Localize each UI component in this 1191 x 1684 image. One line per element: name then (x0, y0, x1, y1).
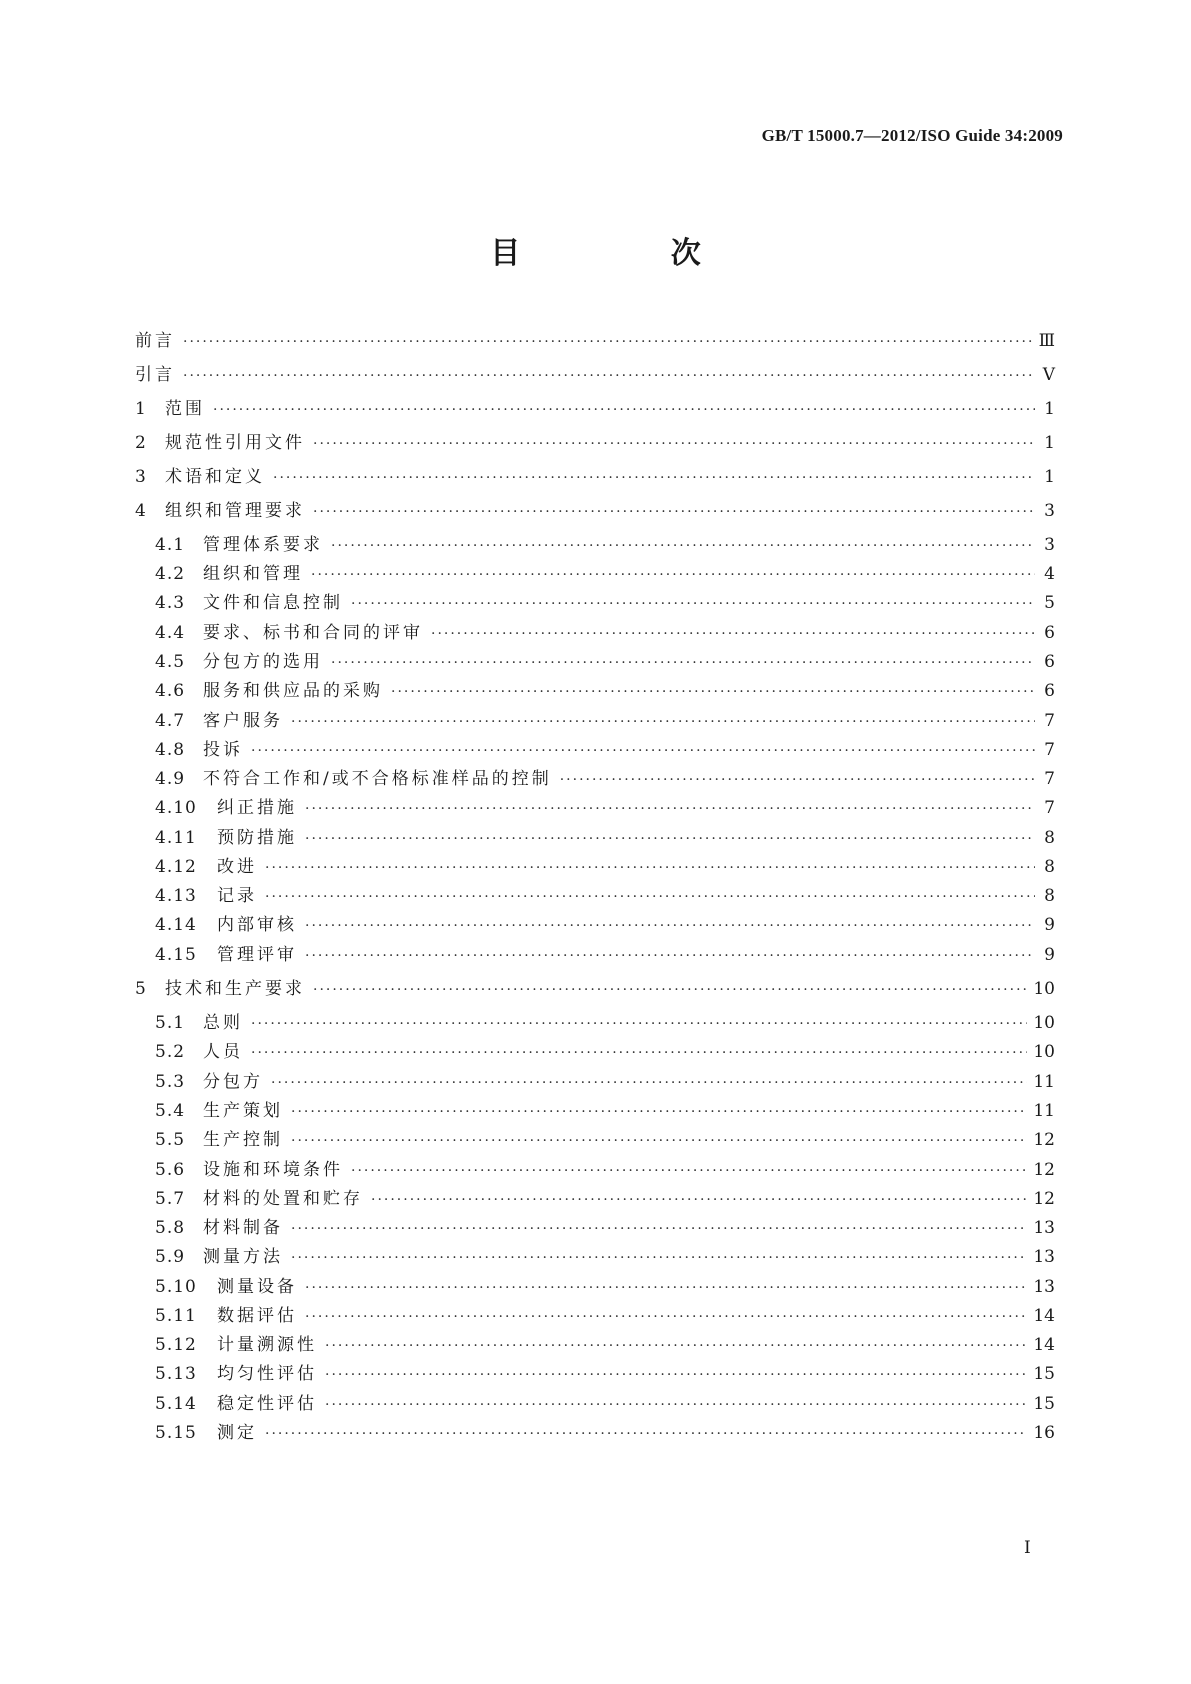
toc-entry-page: 12 (1033, 1160, 1055, 1180)
toc-leader-dots (311, 567, 1035, 583)
toc-entry-page: 11 (1033, 1072, 1055, 1092)
toc-leader-dots (265, 889, 1035, 905)
toc-entry-page: 1 (1044, 433, 1055, 453)
toc-entry-number: 5.12 (155, 1335, 197, 1355)
toc-entry-title: 测定 (217, 1423, 257, 1443)
toc-entry-number: 5.9 (155, 1247, 186, 1267)
toc-entry (155, 1330, 1055, 1356)
toc-entry-page: 1 (1044, 399, 1055, 419)
toc-entry-page: 7 (1044, 769, 1055, 789)
toc-entry-number: 4.4 (155, 623, 186, 643)
toc-entry-number: 5.3 (155, 1072, 186, 1092)
toc-entry (155, 1008, 1055, 1034)
toc-leader-dots (291, 1104, 1027, 1120)
toc-entry (155, 1301, 1055, 1327)
toc-leader-dots (183, 334, 1033, 350)
toc-leader-dots (265, 860, 1035, 876)
toc-entry-title: 技术和生产要求 (165, 979, 305, 999)
toc-entry-page: 3 (1044, 535, 1055, 555)
toc-entry (155, 1242, 1055, 1268)
toc-entry-number: 5.1 (155, 1013, 186, 1033)
toc-entry (155, 559, 1055, 585)
toc-entry (155, 1213, 1055, 1239)
toc-entry-title: 要求、标书和合同的评审 (203, 623, 423, 643)
toc-entry-page: 8 (1044, 886, 1055, 906)
toc-entry (155, 823, 1055, 849)
toc-leader-dots (305, 918, 1035, 934)
toc-entry (135, 394, 1055, 420)
toc-entry (155, 852, 1055, 878)
toc-entry-page: 4 (1044, 564, 1055, 584)
toc-entry-title: 改进 (217, 857, 257, 877)
toc-entry-title: 前言 (135, 331, 175, 351)
toc-entry (155, 735, 1055, 761)
toc-entry-title: 纠正措施 (217, 798, 297, 818)
toc-entry (135, 496, 1055, 522)
toc-entry-number: 4.13 (155, 886, 197, 906)
toc-entry-page: 15 (1033, 1364, 1055, 1384)
toc-entry-page: 8 (1044, 857, 1055, 877)
toc-leader-dots (273, 470, 1035, 486)
toc-entry-title: 预防措施 (217, 828, 297, 848)
toc-leader-dots (265, 1426, 1027, 1442)
toc-entry-title: 管理体系要求 (203, 535, 323, 555)
toc-entry-title: 生产控制 (203, 1130, 283, 1150)
toc-entry-title: 投诉 (203, 740, 243, 760)
toc-leader-dots (213, 402, 1035, 418)
toc-entry (135, 462, 1055, 488)
toc-entry (155, 588, 1055, 614)
toc-entry (155, 881, 1055, 907)
toc-leader-dots (331, 655, 1035, 671)
toc-entry-page: 13 (1033, 1277, 1055, 1297)
toc-entry-page: 6 (1044, 681, 1055, 701)
toc-entry-page: 13 (1033, 1247, 1055, 1267)
toc-entry-title: 术语和定义 (165, 467, 265, 487)
toc-entry-number: 4 (135, 501, 147, 521)
toc-entry-title: 生产策划 (203, 1101, 283, 1121)
toc-leader-dots (305, 801, 1035, 817)
toc-entry-page: 1 (1044, 467, 1055, 487)
toc-leader-dots (291, 714, 1035, 730)
toc-entry-number: 5 (135, 979, 147, 999)
toc-entry-page: 14 (1033, 1306, 1055, 1326)
toc-entry-page: 6 (1044, 623, 1055, 643)
toc-leader-dots (183, 368, 1035, 384)
toc-entry-number: 4.6 (155, 681, 186, 701)
toc-entry-title: 组织和管理 (203, 564, 303, 584)
toc-leader-dots (313, 982, 1027, 998)
toc-entry-number: 5.2 (155, 1042, 186, 1062)
toc-leader-dots (351, 596, 1035, 612)
toc-leader-dots (305, 1309, 1027, 1325)
toc-leader-dots (325, 1397, 1027, 1413)
toc-entry (155, 676, 1055, 702)
toc-leader-dots (331, 538, 1035, 554)
toc-entry-title: 稳定性评估 (217, 1394, 317, 1414)
footer-page-number: I (1024, 1538, 1031, 1558)
toc-entry-number: 4.3 (155, 593, 186, 613)
toc-entry-page: 3 (1044, 501, 1055, 521)
toc-entry-number: 5.11 (155, 1306, 197, 1326)
toc-entry (135, 428, 1055, 454)
toc-entry-title: 内部审核 (217, 915, 297, 935)
toc-entry-number: 2 (135, 433, 147, 453)
toc-entry-page: 11 (1033, 1101, 1055, 1121)
toc-leader-dots (313, 504, 1035, 520)
toc-entry (155, 1184, 1055, 1210)
toc-entry-number: 4.12 (155, 857, 197, 877)
toc-entry-page: 9 (1044, 915, 1055, 935)
toc-entry-title: 测量方法 (203, 1247, 283, 1267)
toc-entry-page: 10 (1033, 1013, 1055, 1033)
toc-entry-page: 10 (1033, 979, 1055, 999)
toc-entry-number: 4.9 (155, 769, 186, 789)
toc-entry-page: 15 (1033, 1394, 1055, 1414)
toc-entry-number: 4.10 (155, 798, 197, 818)
toc-entry (135, 974, 1055, 1000)
toc-entry (155, 530, 1055, 556)
toc-leader-dots (251, 1016, 1027, 1032)
toc-entry-title: 引言 (135, 365, 175, 385)
toc-entry-page: 5 (1044, 593, 1055, 613)
toc-entry-number: 5.10 (155, 1277, 197, 1297)
toc-entry-number: 4.15 (155, 945, 197, 965)
toc-entry-page: 12 (1033, 1130, 1055, 1150)
toc-entry-number: 5.4 (155, 1101, 186, 1121)
toc-entry (155, 1155, 1055, 1181)
toc-leader-dots (251, 743, 1035, 759)
toc-entry-title: 记录 (217, 886, 257, 906)
toc-entry-page: 6 (1044, 652, 1055, 672)
toc-leader-dots (371, 1192, 1027, 1208)
toc-entry (155, 793, 1055, 819)
toc-leader-dots (305, 948, 1035, 964)
toc-entry (155, 1096, 1055, 1122)
toc-entry-number: 5.14 (155, 1394, 197, 1414)
toc-leader-dots (431, 626, 1035, 642)
toc-entry (135, 326, 1055, 352)
toc-entry-title: 人员 (203, 1042, 243, 1062)
toc-entry-number: 4.7 (155, 711, 186, 731)
toc-entry-number: 5.7 (155, 1189, 186, 1209)
toc-entry-number: 4.8 (155, 740, 186, 760)
toc-entry-page: 14 (1033, 1335, 1055, 1355)
toc-leader-dots (291, 1221, 1027, 1237)
standard-code: GB/T 15000.7—2012/ISO Guide 34:2009 (761, 126, 1063, 145)
toc-leader-dots (305, 831, 1035, 847)
toc-entry-page: 13 (1033, 1218, 1055, 1238)
toc-entry (155, 1272, 1055, 1298)
toc-entry-page: Ⅲ (1038, 331, 1055, 351)
toc-entry-number: 4.5 (155, 652, 186, 672)
toc-entry-title: 材料的处置和贮存 (203, 1189, 363, 1209)
toc-entry-number: 5.5 (155, 1130, 186, 1150)
toc-entry (155, 1037, 1055, 1063)
toc-entry-number: 5.15 (155, 1423, 197, 1443)
toc-entry-title: 设施和环境条件 (203, 1160, 343, 1180)
toc-entry-title: 材料制备 (203, 1218, 283, 1238)
toc-leader-dots (251, 1045, 1027, 1061)
toc-entry-number: 3 (135, 467, 147, 487)
toc-entry-page: Ⅴ (1042, 365, 1055, 385)
toc-entry (135, 360, 1055, 386)
toc-entry-number: 4.1 (155, 535, 186, 555)
toc-entry-title: 不符合工作和/或不合格标准样品的控制 (203, 769, 552, 789)
toc-entry-title: 规范性引用文件 (165, 433, 305, 453)
toc-entry-title: 计量溯源性 (217, 1335, 317, 1355)
toc-leader-dots (560, 772, 1035, 788)
toc-entry (155, 764, 1055, 790)
toc-entry (155, 910, 1055, 936)
toc-entry-page: 12 (1033, 1189, 1055, 1209)
toc-entry-page: 10 (1033, 1042, 1055, 1062)
toc-entry (155, 1067, 1055, 1093)
toc-entry-title: 数据评估 (217, 1306, 297, 1326)
toc-entry-title: 客户服务 (203, 711, 283, 731)
toc-entry-number: 4.11 (155, 828, 197, 848)
toc-entry-page: 16 (1033, 1423, 1055, 1443)
toc-entry-title: 均匀性评估 (217, 1364, 317, 1384)
toc-entry-number: 5.8 (155, 1218, 186, 1238)
toc-entry-title: 服务和供应品的采购 (203, 681, 383, 701)
toc-entry (155, 1359, 1055, 1385)
toc-leader-dots (351, 1163, 1027, 1179)
toc-entry-title: 总则 (203, 1013, 243, 1033)
toc-entry-title: 测量设备 (217, 1277, 297, 1297)
toc-entry-page: 8 (1044, 828, 1055, 848)
toc-leader-dots (325, 1367, 1027, 1383)
toc-entry-number: 5.13 (155, 1364, 197, 1384)
toc-leader-dots (313, 436, 1035, 452)
toc-entry (155, 1418, 1055, 1444)
toc-leader-dots (291, 1133, 1027, 1149)
toc-entry (155, 940, 1055, 966)
toc-entry-number: 4.14 (155, 915, 197, 935)
toc-entry-title: 组织和管理要求 (165, 501, 305, 521)
toc-entry-number: 4.2 (155, 564, 186, 584)
toc-entry-page: 9 (1044, 945, 1055, 965)
toc-entry-title: 分包方的选用 (203, 652, 323, 672)
toc-entry (155, 647, 1055, 673)
toc-entry-page: 7 (1044, 740, 1055, 760)
toc-entry-title: 范围 (165, 399, 205, 419)
toc-entry-number: 5.6 (155, 1160, 186, 1180)
toc-leader-dots (391, 684, 1035, 700)
toc-entry (155, 1389, 1055, 1415)
toc-leader-dots (305, 1280, 1027, 1296)
toc-leader-dots (271, 1075, 1027, 1091)
toc-entry-page: 7 (1044, 798, 1055, 818)
toc-entry-title: 管理评审 (217, 945, 297, 965)
toc-entry-title: 文件和信息控制 (203, 593, 343, 613)
toc-entry (155, 618, 1055, 644)
toc-leader-dots (325, 1338, 1027, 1354)
page-title: 目 次 (490, 236, 771, 271)
toc-leader-dots (291, 1250, 1027, 1266)
toc-entry (155, 1125, 1055, 1151)
toc-entry-page: 7 (1044, 711, 1055, 731)
toc-entry-title: 分包方 (203, 1072, 263, 1092)
toc-entry (155, 706, 1055, 732)
toc-entry-number: 1 (135, 399, 147, 419)
